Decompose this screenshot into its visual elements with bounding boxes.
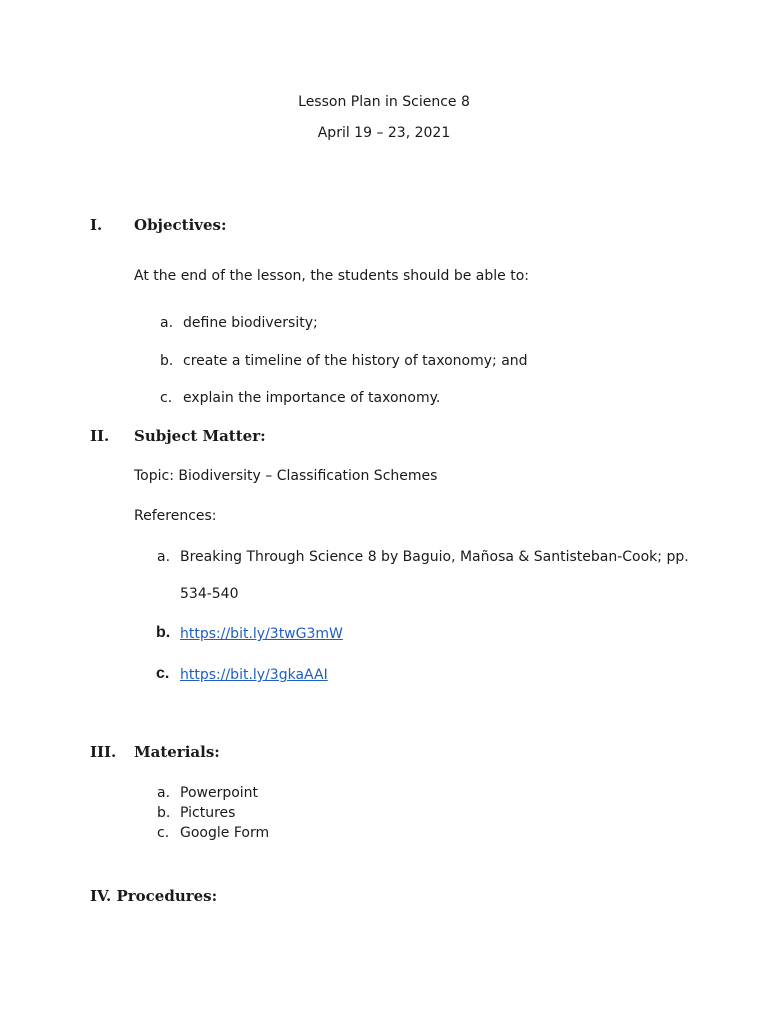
section-number-materials: III.: [90, 743, 117, 761]
reference-letter: c.: [156, 665, 170, 682]
reference-letter: a.: [157, 549, 171, 565]
reference-link[interactable]: https://bit.ly/3gkaAAI: [180, 667, 328, 683]
objective-item: define biodiversity;: [183, 315, 318, 331]
document-date: April 19 – 23, 2021: [317, 125, 451, 141]
material-item: Powerpoint: [180, 785, 259, 801]
material-item: Google Form: [180, 825, 270, 841]
section-number-objectives: I.: [90, 216, 103, 234]
material-letter: a.: [157, 785, 171, 801]
material-item: Pictures: [180, 805, 236, 821]
section-heading-materials: Materials:: [134, 743, 220, 761]
section-heading-procedures: IV. Procedures:: [90, 887, 218, 905]
section-number-subject-matter: II.: [90, 427, 110, 445]
reference-link[interactable]: https://bit.ly/3twG3mW: [180, 626, 343, 642]
objective-letter: c.: [160, 390, 173, 406]
reference-item: Breaking Through Science 8 by Baguio, Mañosa & Santisteban-Cook; pp.: [180, 549, 689, 565]
objectives-intro: At the end of the lesson, the students should be able to:: [134, 268, 529, 284]
objective-item: create a timeline of the history of taxonomy; and: [183, 353, 528, 369]
reference-item-continuation: 534-540: [180, 586, 239, 602]
document-title: Lesson Plan in Science 8: [298, 94, 470, 110]
objective-item: explain the importance of taxonomy.: [183, 390, 441, 406]
objective-letter: a.: [160, 315, 174, 331]
material-letter: c.: [157, 825, 170, 841]
topic-line: Topic: Biodiversity – Classification Schemes: [134, 468, 438, 484]
references-label: References:: [134, 508, 217, 524]
section-heading-subject-matter: Subject Matter:: [134, 427, 266, 445]
reference-letter: b.: [156, 624, 171, 641]
objective-letter: b.: [160, 353, 174, 369]
section-heading-objectives: Objectives:: [134, 216, 227, 234]
material-letter: b.: [157, 805, 171, 821]
